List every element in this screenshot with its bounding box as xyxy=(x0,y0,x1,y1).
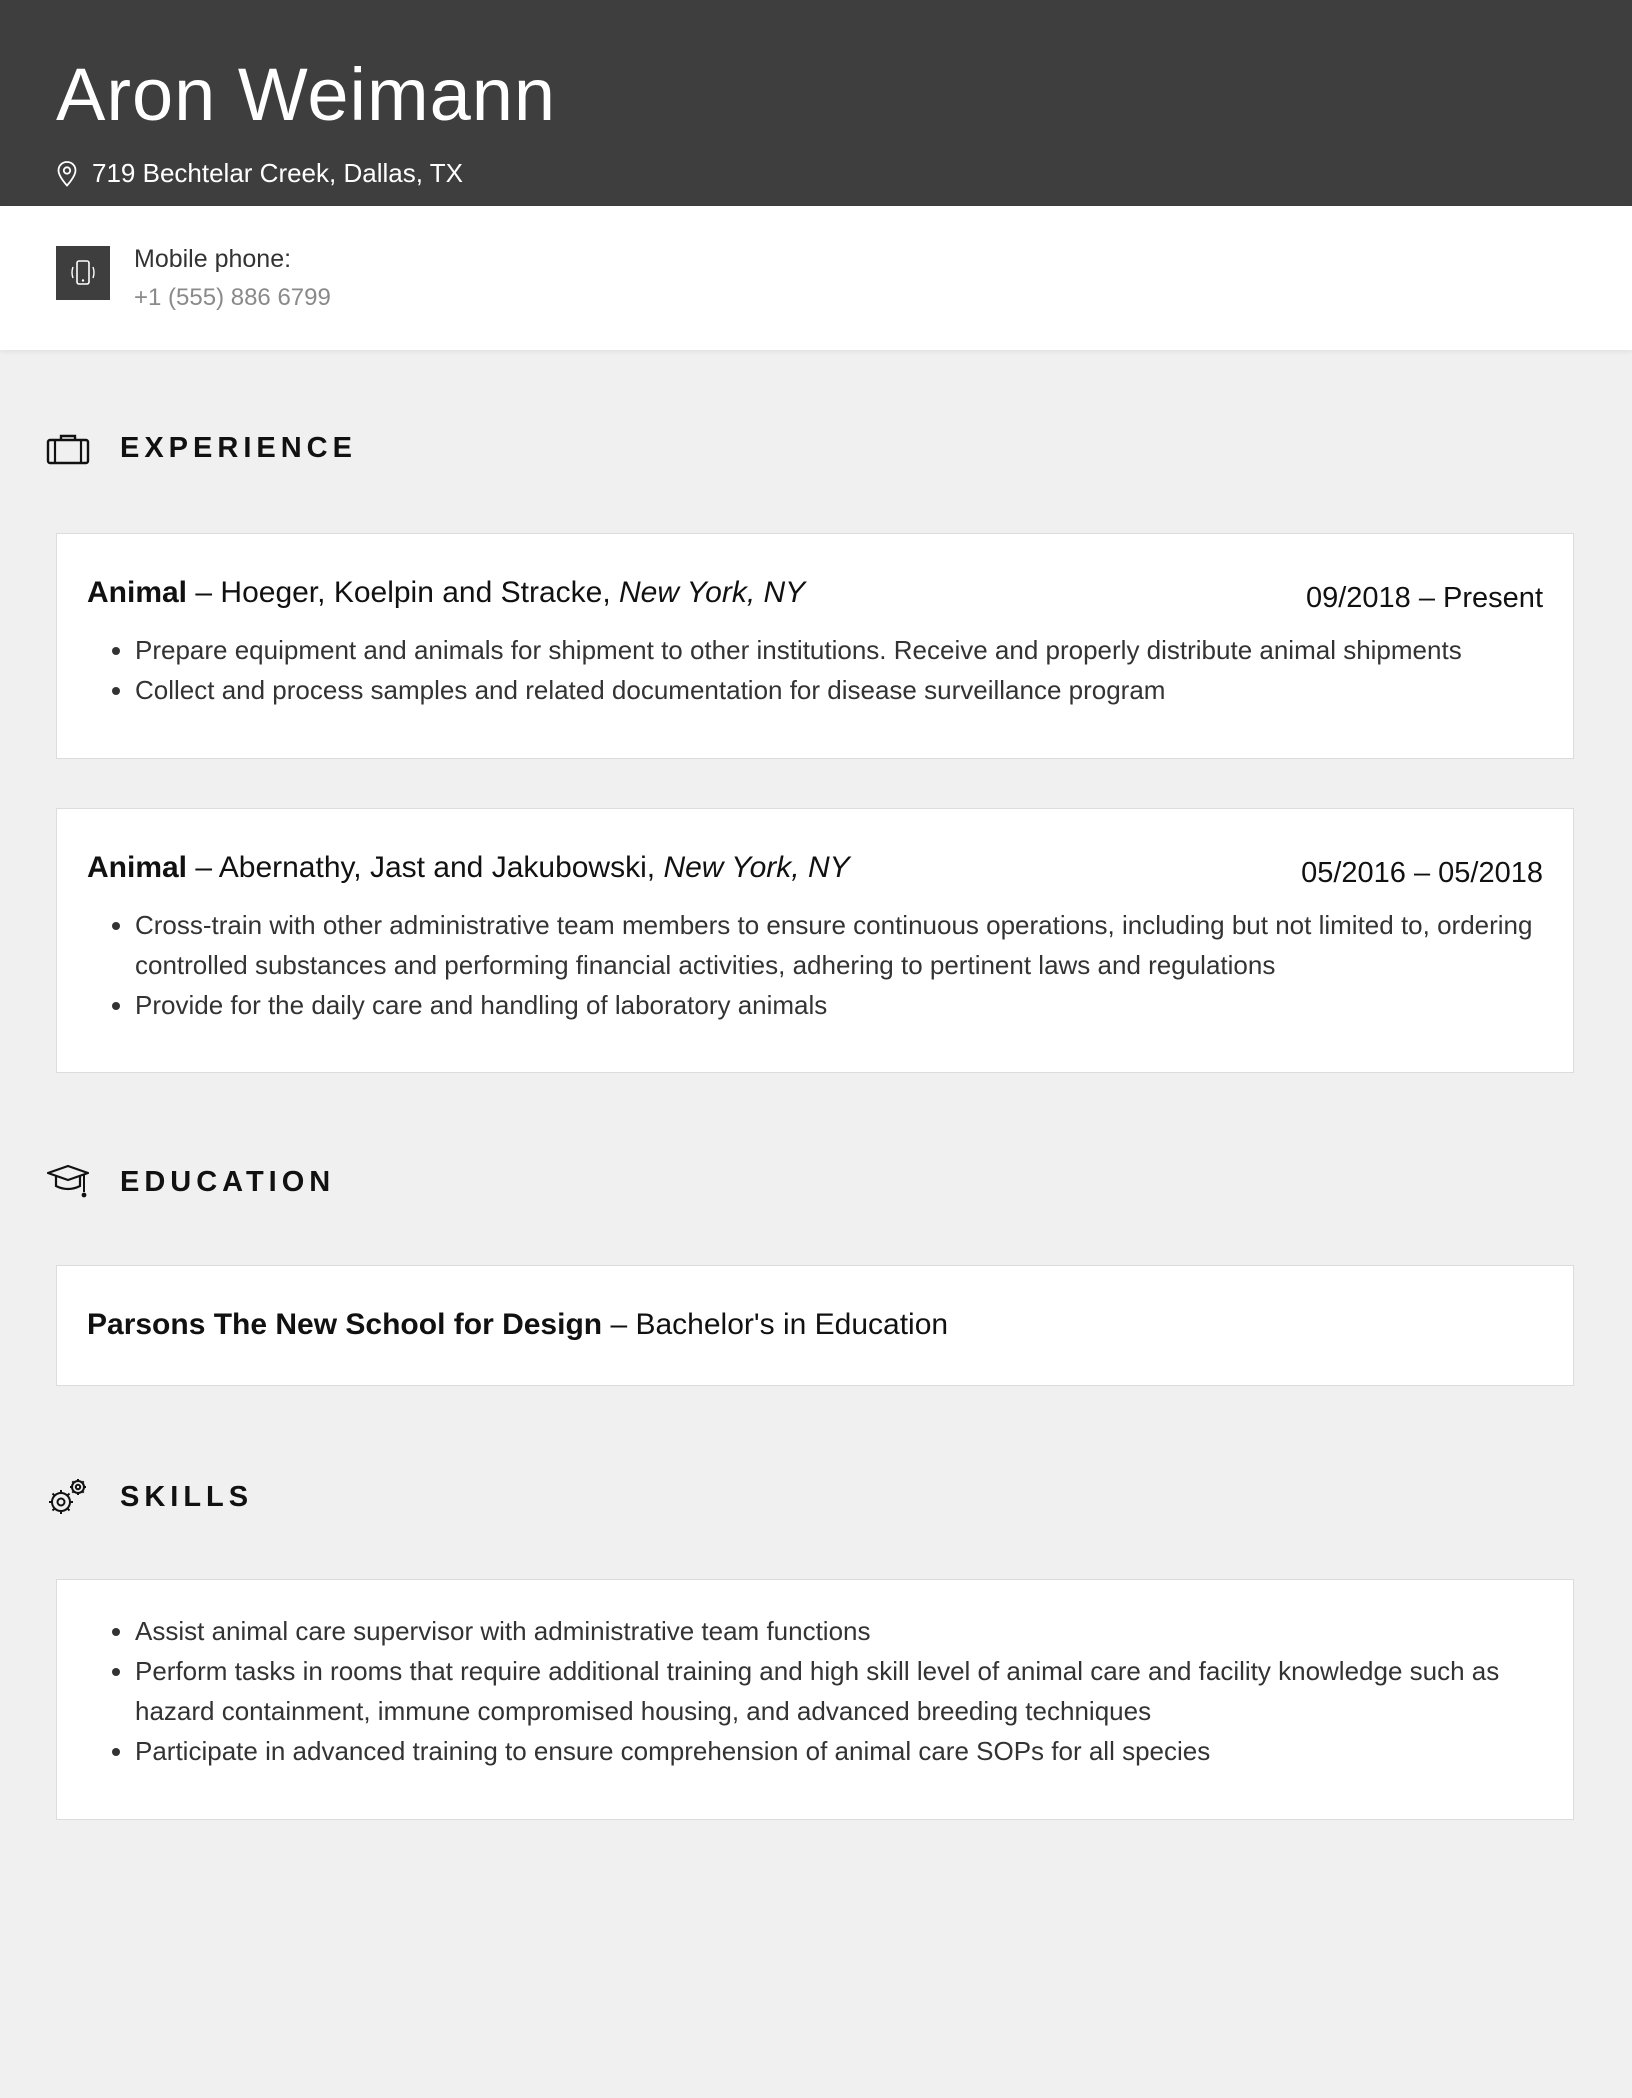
job-title-line xyxy=(87,851,850,885)
address-line xyxy=(56,158,463,189)
contact-bar xyxy=(0,206,1632,350)
job-dates: 09/2018 – Present xyxy=(1305,582,1543,614)
candidate-name: Aron Weimann xyxy=(56,53,557,136)
job-company: Abernathy, Jast and Jakubowski, xyxy=(218,851,656,884)
job-company: Hoeger, Koelpin and Stracke, xyxy=(220,576,611,609)
school-name: Parsons The New School for Design xyxy=(87,1308,603,1341)
education-title: EDUCATION xyxy=(120,1165,336,1198)
skills-title: SKILLS xyxy=(120,1480,254,1513)
gears-icon xyxy=(46,1476,90,1518)
list-item: • Provide for the daily care and handling of laboratory animals xyxy=(135,985,1555,1025)
job-role: Animal xyxy=(87,576,188,609)
skills-card xyxy=(56,1579,1574,1820)
dash-separator: – xyxy=(610,1308,636,1341)
experience-card xyxy=(56,808,1574,1073)
education-line xyxy=(87,1308,948,1342)
education-heading xyxy=(46,1164,335,1200)
skills-list xyxy=(87,1611,1555,1771)
phone-label: Mobile phone: xyxy=(134,245,292,273)
job-role: Animal xyxy=(87,851,188,884)
list-item: • Prepare equipment and animals for shipment to other institutions. Receive and properly distribute animal shipments xyxy=(135,630,1555,670)
phone-number: +1 (555) 886 6799 xyxy=(134,284,331,311)
list-item: • Participate in advanced training to ensure comprehension of animal care SOPs for all species xyxy=(135,1731,1555,1771)
job-location: New York, NY xyxy=(619,576,806,609)
job-location: New York, NY xyxy=(663,851,850,884)
graduation-cap-icon xyxy=(46,1164,90,1200)
list-item: • Cross-train with other administrative team members to ensure continuous operations, including but not limited to, ordering controlled substances and performing financial activities, adhering to pertinent laws and regulations xyxy=(135,905,1555,985)
degree: Bachelor's in Education xyxy=(635,1308,949,1341)
job-title-line xyxy=(87,576,805,610)
list-item: • Perform tasks in rooms that require additional training and high skill level of animal care and facility knowledge such as hazard containment, immune compromised housing, and advanced breeding techniques xyxy=(135,1651,1555,1731)
job-bullets xyxy=(87,905,1555,1025)
resume-header xyxy=(0,0,1632,206)
experience-card xyxy=(56,533,1574,759)
experience-title: EXPERIENCE xyxy=(120,432,357,464)
phone-contact xyxy=(134,244,331,313)
list-item: • Collect and process samples and related documentation for disease surveillance program xyxy=(135,670,1555,710)
dash-separator: – xyxy=(195,576,221,609)
location-pin-icon xyxy=(56,160,78,188)
mobile-phone-icon xyxy=(56,246,110,300)
dash-separator: – xyxy=(195,851,219,884)
experience-heading xyxy=(46,432,357,465)
skills-heading xyxy=(46,1476,253,1518)
address-text: 719 Bechtelar Creek, Dallas, TX xyxy=(92,158,463,188)
list-item: • Assist animal care supervisor with administrative team functions xyxy=(135,1611,1555,1651)
job-bullets xyxy=(87,630,1555,710)
education-card xyxy=(56,1265,1574,1386)
briefcase-icon xyxy=(46,433,90,465)
job-dates: 05/2016 – 05/2018 xyxy=(1301,857,1543,889)
